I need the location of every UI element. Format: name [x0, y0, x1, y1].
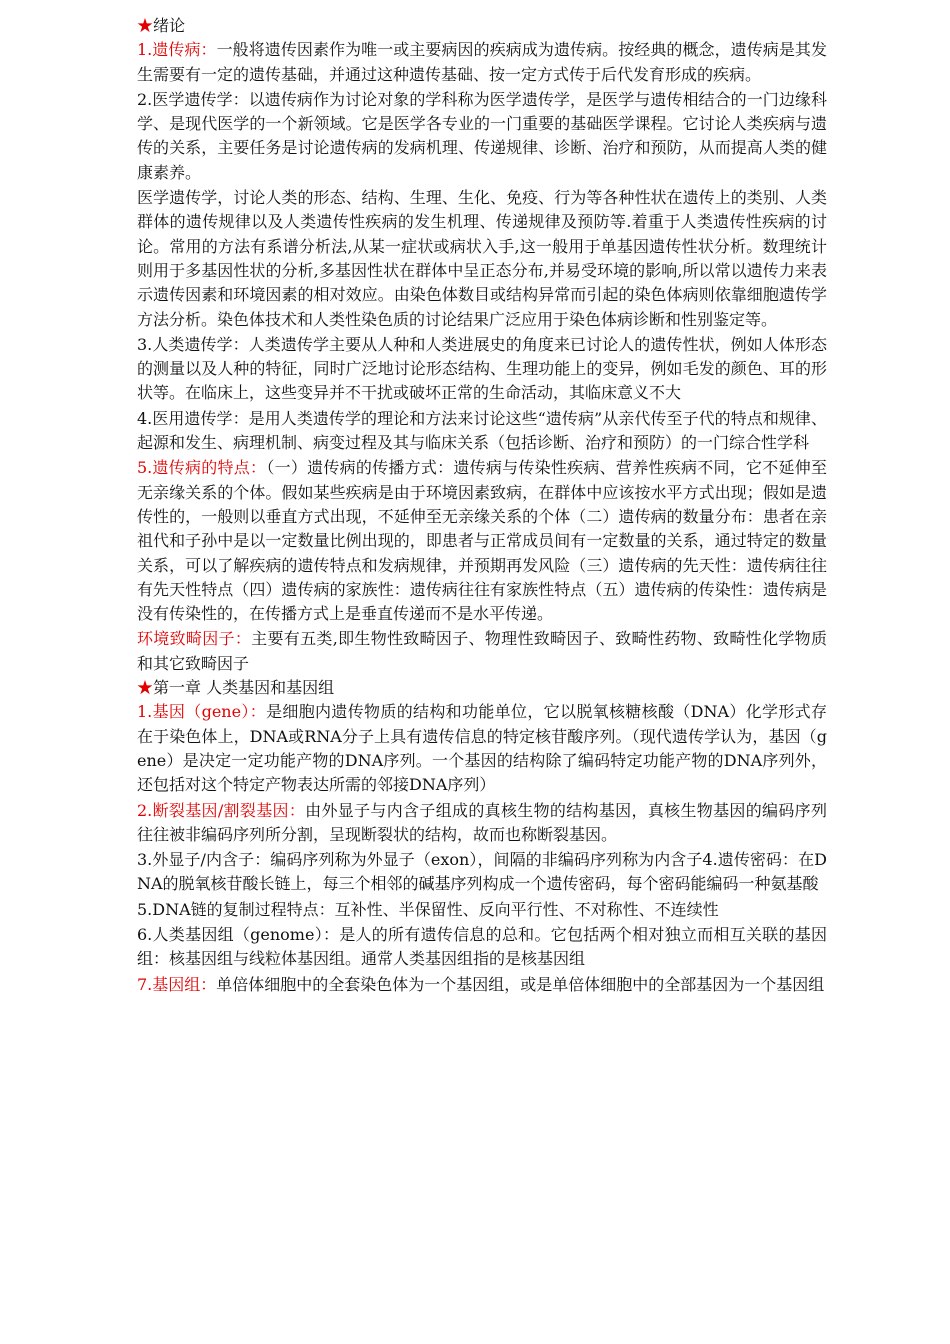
paragraph-text: 医学遗传学，讨论人类的形态、结构、生理、生化、免疫、行为等各种性状在遗传上的类别、人类群体的遗传规律以及人类遗传性疾病的发生机理、传递规律及预防等.着重于人类遗传性疾病的讨论。常用的方法有系谱分析法,从某一症状或病状入手,这一般用于单基因遗传性状分析。数理统计则用于多基因性状的分析,多基因性状在群体中呈正态分布,并易受环境的影响,所以常以遗传力来表示遗传因素和环境因素的相对效应。由染色体数目或结构异常而引起的染色体病则依靠细胞遗传学方法分析。染色体技术和人类性染色质的讨论结果广泛应用于染色体病诊断和性别鉴定等。 [137, 188, 827, 329]
term-label: 环境致畸因子： [137, 629, 252, 649]
paragraph [137, 898, 827, 922]
paragraph-text: （一）遗传病的传播方式：遗传病与传染性疾病、营养性疾病不同，它不延伸至无亲缘关系的个体。假如某些疾病是由于环境因素致病，在群体中应该按水平方式出现；假如是遗传性的，一般则以垂直方式出现，不延伸至无亲缘关系的个体（二）遗传病的数量分布：患者在亲祖代和子孙中是以一定数量比例出现的，即患者与正常成员间有一定数量的关系，通过特定的数量关系，可以了解疾病的遗传特点和发病规律，并预期再发风险（三）遗传病的先天性：遗传病往往有先天性特点（四）遗传病的家族性：遗传病往往有家族性特点（五）遗传病的传染性：遗传病是没有传染性的，在传播方式上是垂直传递而不是水平传递。 [137, 458, 827, 624]
term-label: 1.基因（gene）： [137, 702, 267, 722]
star-icon: ★ [137, 16, 154, 35]
paragraph [137, 973, 827, 997]
chapter1-heading [137, 676, 827, 700]
term-label: 5.DNA链的复制过程特点： [137, 899, 335, 919]
term-label: 2.断裂基因/割裂基因： [137, 800, 306, 820]
paragraph-text: 以遗传病作为讨论对象的学科称为医学遗传学，是医学与遗传相结合的一门边缘科学、是现代医学的一个新领域。它是医学各专业的一门重要的基础医学课程。它讨论人类疾病与遗传的关系，主要任务是讨论遗传病的发病机理、传递规律、诊断、治疗和预防，从而提高人类的健康素养。 [137, 89, 827, 182]
document-page [137, 14, 827, 997]
term-label: 2.医学遗传学： [137, 89, 249, 109]
paragraph-text: 一般将遗传因素作为唯一或主要病因的疾病成为遗传病。按经典的概念，遗传病是其发生需要有一定的遗传基础，并通过这种遗传基础、按一定方式传于后代发育形成的疾病。 [137, 40, 827, 84]
term-label: 6.人类基因组（genome）： [137, 924, 340, 944]
intro-heading-title: 绪论 [153, 16, 186, 35]
paragraph-text: 是细胞内遗传物质的结构和功能单位，它以脱氧核糖核酸（DNA）化学形式存在于染色体上，DNA或RNA分子上具有遗传信息的特定核苷酸序列。（现代遗传学认为，基因（gene）是决定一定功能产物的DNA序列。一个基因的结构除了编码特定功能产物的DNA序列外，还包括对这个特定产物表达所需的邻接DNA序列） [137, 702, 827, 795]
term-label: 7.基因组： [137, 974, 217, 994]
paragraph [137, 700, 827, 797]
paragraph-text: 编码序列称为外显子（exon），间隔的非编码序列称为内含子4.遗传密码：在DNA的脱氧核苷酸长链上，每三个相邻的碱基序列构成一个遗传密码，每个密码能编码一种氨基酸 [137, 850, 827, 894]
paragraph-text: 由外显子与内含子组成的真核生物的结构基因，真核生物基因的编码序列往往被非编码序列所分割，呈现断裂状的结构，故而也称断裂基因。 [137, 800, 827, 844]
intro-heading [137, 14, 827, 38]
star-icon: ★ [137, 678, 154, 698]
paragraph [137, 186, 827, 332]
chapter1-heading-title: 第一章 人类基因和基因组 [153, 678, 335, 698]
paragraph [137, 38, 827, 87]
paragraph [137, 923, 827, 972]
paragraph-text: 单倍体细胞中的全套染色体为一个基因组，或是单倍体细胞中的全部基因为一个基因组 [216, 974, 825, 994]
chapter1-section [137, 700, 827, 997]
paragraph [137, 848, 827, 897]
term-label: 4.医用遗传学： [137, 408, 249, 428]
paragraph-text: 人类遗传学主要从人种和人类进展史的角度来已讨论人的遗传性状，例如人体形态的测量以及人种的特征，同时广泛地讨论形态结构、生理功能上的变异，例如毛发的颜色、耳的形状等。在临床上，这些变异并不干扰或破坏正常的生命活动，其临床意义不大 [137, 334, 827, 403]
intro-section [137, 38, 827, 676]
paragraph [137, 333, 827, 406]
term-label: 5.遗传病的特点： [137, 458, 267, 478]
paragraph [137, 88, 827, 185]
paragraph-text: 是人的所有遗传信息的总和。它包括两个相对独立而相互关联的基因组：核基因组与线粒体基因组。通常人类基因组指的是核基因组 [137, 924, 827, 969]
term-label: 3.人类遗传学： [137, 334, 249, 354]
paragraph-text: 是用人类遗传学的理论和方法来讨论这些“遗传病”从亲代传至子代的特点和规律、起源和发生、病理机制、病变过程及其与临床关系（包括诊断、治疗和预防）的一门综合性学科 [137, 408, 827, 453]
paragraph [137, 627, 827, 676]
term-label: 3.外显子/内含子： [137, 850, 271, 870]
paragraph [137, 407, 827, 456]
paragraph-text: 互补性、半保留性、反向平行性、不对称性、不连续性 [334, 899, 719, 919]
paragraph [137, 456, 827, 626]
term-label: 1.遗传病： [137, 40, 217, 60]
paragraph-text: 主要有五类,即生物性致畸因子、物理性致畸因子、致畸性药物、致畸性化学物质和其它致畸因子 [137, 629, 827, 673]
paragraph [137, 799, 827, 848]
